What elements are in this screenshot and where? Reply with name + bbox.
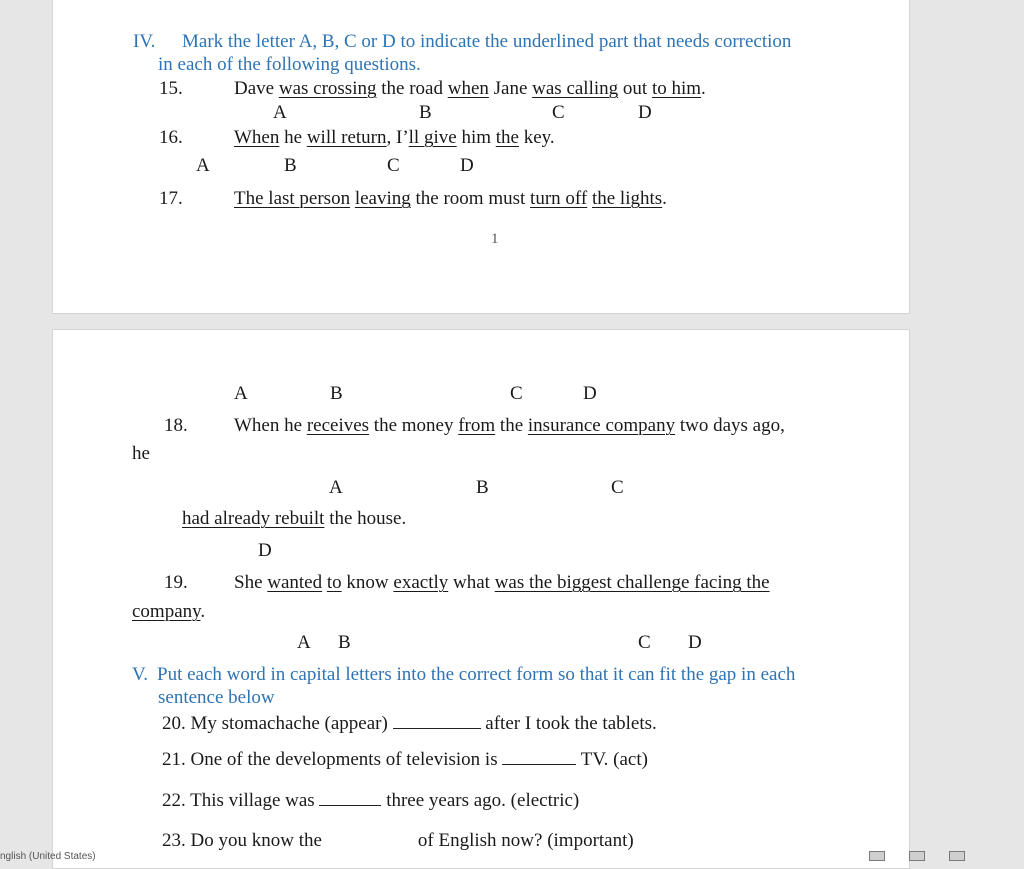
q16-letter-c: C: [387, 155, 400, 176]
q21-blank[interactable]: [502, 750, 576, 765]
q18-letter-a: A: [329, 477, 343, 498]
q17-letter-c: C: [510, 383, 523, 404]
q19-sentence: She wanted to know exactly what was the biggest challenge facing the: [234, 572, 770, 593]
q18-wrap-word: he: [132, 443, 150, 464]
q16-number: 16.: [159, 127, 183, 148]
web-layout-icon[interactable]: [949, 851, 965, 861]
section-iv-numeral: IV.: [133, 31, 156, 52]
q18-sentence-line2: had already rebuilt the house.: [182, 508, 407, 529]
section-iv-instruction-line2: in each of the following questions.: [158, 54, 421, 75]
section-v-numeral: V.: [132, 664, 149, 685]
q17-sentence: The last person leaving the room must turn off the lights.: [234, 188, 667, 209]
q16-letter-b: B: [284, 155, 297, 176]
q19-sentence-line2: company.: [132, 601, 206, 622]
page-number: 1: [491, 231, 499, 247]
q19-letter-c: C: [638, 632, 651, 653]
q23-sentence: 23. Do you know the of English now? (important): [162, 830, 634, 851]
q17-letter-d: D: [583, 383, 597, 404]
q15-letter-c: C: [552, 102, 565, 123]
q21-sentence: 21. One of the developments of television is TV. (act): [162, 749, 648, 770]
q20-sentence: 20. My stomachache (appear) after I took the tablets.: [162, 713, 657, 734]
q18-sentence: When he receives the money from the insurance company two days ago,: [234, 415, 785, 436]
q20-blank[interactable]: [393, 714, 481, 729]
status-bar-language[interactable]: nglish (United States): [0, 851, 96, 862]
q19-letter-a: A: [297, 632, 311, 653]
q17-number: 17.: [159, 188, 183, 209]
q17-letter-b: B: [330, 383, 343, 404]
document-page-2: [52, 329, 910, 869]
q16-letter-a: A: [196, 155, 210, 176]
q16-sentence: When he will return, I’ll give him the key.: [234, 127, 555, 148]
q22-blank[interactable]: [319, 791, 381, 806]
print-layout-icon[interactable]: [909, 851, 925, 861]
q15-letter-a: A: [273, 102, 287, 123]
q16-letter-d: D: [460, 155, 474, 176]
q15-number: 15.: [159, 78, 183, 99]
section-v-instruction-line1: Put each word in capital letters into the correct form so that it can fit the gap in each: [157, 664, 796, 685]
q18-letter-c: C: [611, 477, 624, 498]
q18-letter-b: B: [476, 477, 489, 498]
q22-sentence: 22. This village was three years ago. (electric): [162, 790, 580, 811]
q19-number: 19.: [164, 572, 188, 593]
q15-letter-d: D: [638, 102, 652, 123]
section-iv-instruction-line1: Mark the letter A, B, C or D to indicate the underlined part that needs correction: [182, 31, 792, 52]
q18-number: 18.: [164, 415, 188, 436]
q18-letter-d: D: [258, 540, 272, 561]
q19-letter-b: B: [338, 632, 351, 653]
q15-letter-b: B: [419, 102, 432, 123]
q15-sentence: Dave was crossing the road when Jane was calling out to him.: [234, 78, 706, 99]
section-v-instruction-line2: sentence below: [158, 687, 275, 708]
document-page-1: [52, 0, 910, 314]
q17-letter-a: A: [234, 383, 248, 404]
q19-letter-d: D: [688, 632, 702, 653]
read-mode-icon[interactable]: [869, 851, 885, 861]
